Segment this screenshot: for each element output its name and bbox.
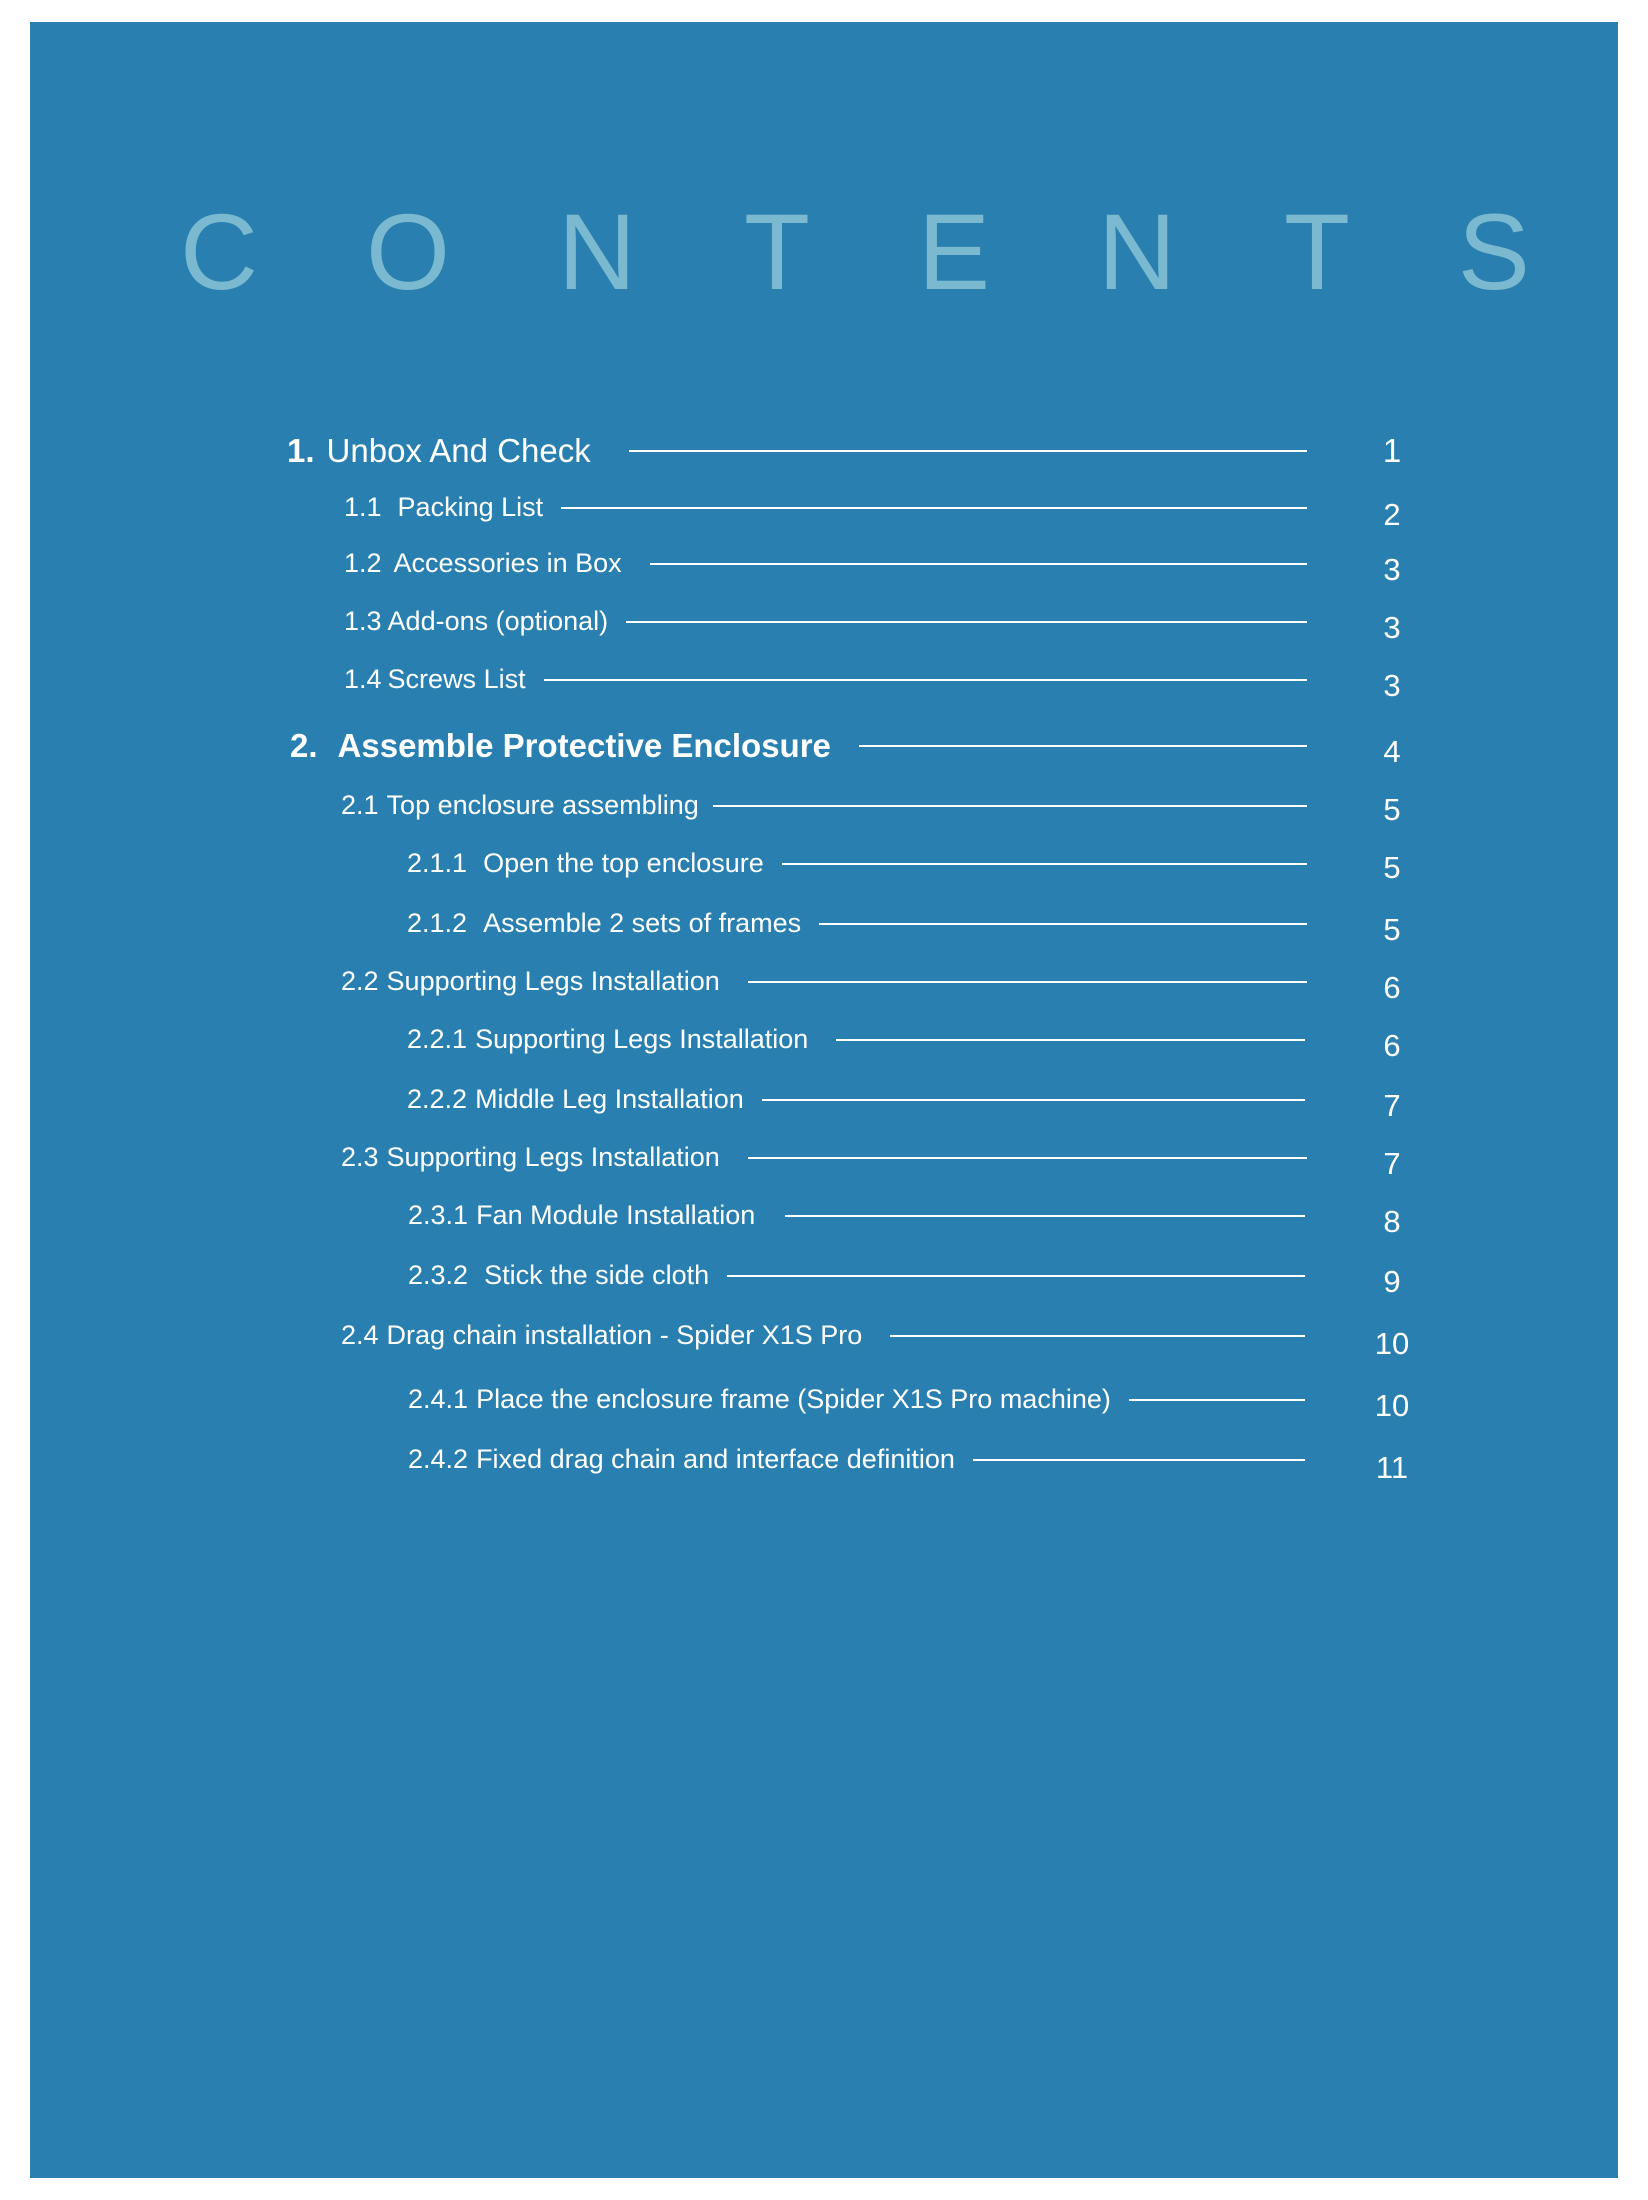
leader-line [561, 507, 1307, 509]
toc-page-number: 5 [1383, 912, 1401, 947]
toc-entry-number: 2.2.2 [407, 1084, 468, 1114]
toc-entry-2-3[interactable] [341, 1142, 1307, 1173]
title-letter: N [1097, 191, 1176, 312]
toc-entry-2-4[interactable] [341, 1320, 1305, 1351]
title-letter: S [1457, 191, 1530, 312]
toc-page-number: 6 [1383, 970, 1401, 1005]
toc-entry-number: 2.1 [341, 790, 379, 820]
toc-page-number: 6 [1383, 1028, 1401, 1063]
title-letter: N [557, 191, 636, 312]
toc-entry-number: 2.4 [341, 1320, 379, 1350]
toc-entry-number: 2. [290, 727, 318, 764]
toc-entry-number: 2.1.2 [407, 908, 468, 938]
toc-entry-title: Stick the side cloth [484, 1260, 710, 1290]
toc-entry-title: Supporting Legs Installation [386, 1142, 720, 1172]
toc-entry-2-3-2[interactable] [408, 1260, 1305, 1291]
toc-entry-title: Fan Module Installation [476, 1200, 756, 1230]
contents-page [30, 22, 1618, 2178]
toc-entry-1-3[interactable] [344, 606, 1307, 637]
toc-page-number: 5 [1383, 792, 1401, 827]
toc-entry-number: 1.3 [344, 606, 382, 636]
toc-entry-title: Top enclosure assembling [386, 790, 699, 820]
toc-entry-2[interactable] [290, 727, 1307, 765]
title-letter: O [365, 191, 450, 312]
title-letter: T [1283, 191, 1350, 312]
toc-page-number: 8 [1383, 1204, 1401, 1239]
toc-entry-number: 1.2 [344, 548, 382, 578]
leader-line [544, 679, 1307, 681]
toc-entry-title: Open the top enclosure [483, 848, 764, 878]
table-of-contents [30, 22, 1618, 2178]
toc-entry-number: 2.4.1 [408, 1384, 469, 1414]
toc-entry-title: Screws List [387, 664, 526, 694]
leader-line [836, 1039, 1305, 1041]
toc-entry-number: 1.4 [344, 664, 382, 694]
toc-entry-title: Place the enclosure frame (Spider X1S Pro machine) [476, 1384, 1111, 1414]
toc-page-number: 7 [1383, 1088, 1401, 1123]
toc-entry-1-1[interactable] [344, 492, 1307, 523]
toc-entry-2-1-2[interactable] [407, 908, 1307, 939]
leader-line [748, 981, 1307, 983]
leader-line [713, 805, 1307, 807]
toc-entry-title: Assemble 2 sets of frames [483, 908, 802, 938]
toc-page-number: 7 [1383, 1146, 1401, 1181]
leader-line [748, 1157, 1307, 1159]
leader-line [1129, 1399, 1305, 1401]
toc-entry-number: 2.3.2 [408, 1260, 469, 1290]
toc-page-number: 3 [1383, 552, 1401, 587]
toc-entry-number: 2.2.1 [407, 1024, 468, 1054]
toc-entry-title: Add-ons (optional) [387, 606, 609, 636]
toc-entry-number: 1.1 [344, 492, 382, 522]
toc-page-number: 9 [1383, 1264, 1401, 1299]
toc-entry-2-1-1[interactable] [407, 848, 1307, 879]
leader-line [762, 1099, 1305, 1101]
title-letter: T [743, 191, 810, 312]
toc-entry-2-4-2[interactable] [408, 1444, 1305, 1475]
toc-entry-title: Accessories in Box [393, 548, 622, 578]
toc-entry-1[interactable] [287, 432, 1307, 470]
leader-line [629, 450, 1307, 452]
toc-entry-title: Middle Leg Installation [475, 1084, 744, 1114]
toc-entry-2-3-1[interactable] [408, 1200, 1305, 1231]
leader-line [859, 745, 1307, 747]
toc-entry-1-2[interactable] [344, 548, 1307, 579]
toc-entry-number: 2.1.1 [407, 848, 468, 878]
title-letter: C [180, 191, 258, 312]
toc-entry-title: Supporting Legs Installation [475, 1024, 809, 1054]
toc-entry-title: Unbox And Check [326, 432, 591, 469]
toc-entry-2-2-2[interactable] [407, 1084, 1305, 1115]
toc-page-number: 2 [1383, 497, 1401, 532]
leader-line [782, 863, 1307, 865]
toc-entry-2-1[interactable] [341, 790, 1307, 821]
leader-line [650, 563, 1307, 565]
toc-page-number: 10 [1374, 1388, 1410, 1423]
toc-entry-number: 2.3.1 [408, 1200, 469, 1230]
leader-line [626, 621, 1307, 623]
leader-line [727, 1275, 1305, 1277]
toc-page-number: 11 [1375, 1450, 1409, 1485]
title-letter: E [917, 191, 990, 312]
toc-entry-title: Drag chain installation - Spider X1S Pro [386, 1320, 863, 1350]
toc-entry-2-2[interactable] [341, 966, 1307, 997]
toc-entry-number: 1. [287, 432, 315, 469]
toc-page-number: 5 [1383, 850, 1401, 885]
toc-page-number: 4 [1383, 734, 1401, 769]
toc-entry-title: Assemble Protective Enclosure [337, 727, 831, 764]
toc-entry-2-4-1[interactable] [408, 1384, 1305, 1415]
toc-page-number: 3 [1383, 610, 1401, 645]
toc-entry-1-4[interactable] [344, 664, 1307, 695]
toc-page-number: 3 [1383, 668, 1401, 703]
leader-line [819, 923, 1307, 925]
toc-entry-number: 2.4.2 [408, 1444, 469, 1474]
toc-entry-number: 2.3 [341, 1142, 379, 1172]
toc-entry-2-2-1[interactable] [407, 1024, 1305, 1055]
toc-entry-title: Fixed drag chain and interface definition [476, 1444, 955, 1474]
toc-page-number: 1 [1382, 432, 1402, 469]
toc-entry-title: Packing List [397, 492, 544, 522]
leader-line [973, 1459, 1305, 1461]
leader-line [785, 1215, 1305, 1217]
leader-line [890, 1335, 1305, 1337]
toc-entry-number: 2.2 [341, 966, 379, 996]
toc-entry-title: Supporting Legs Installation [386, 966, 720, 996]
toc-page-number: 10 [1374, 1326, 1410, 1361]
